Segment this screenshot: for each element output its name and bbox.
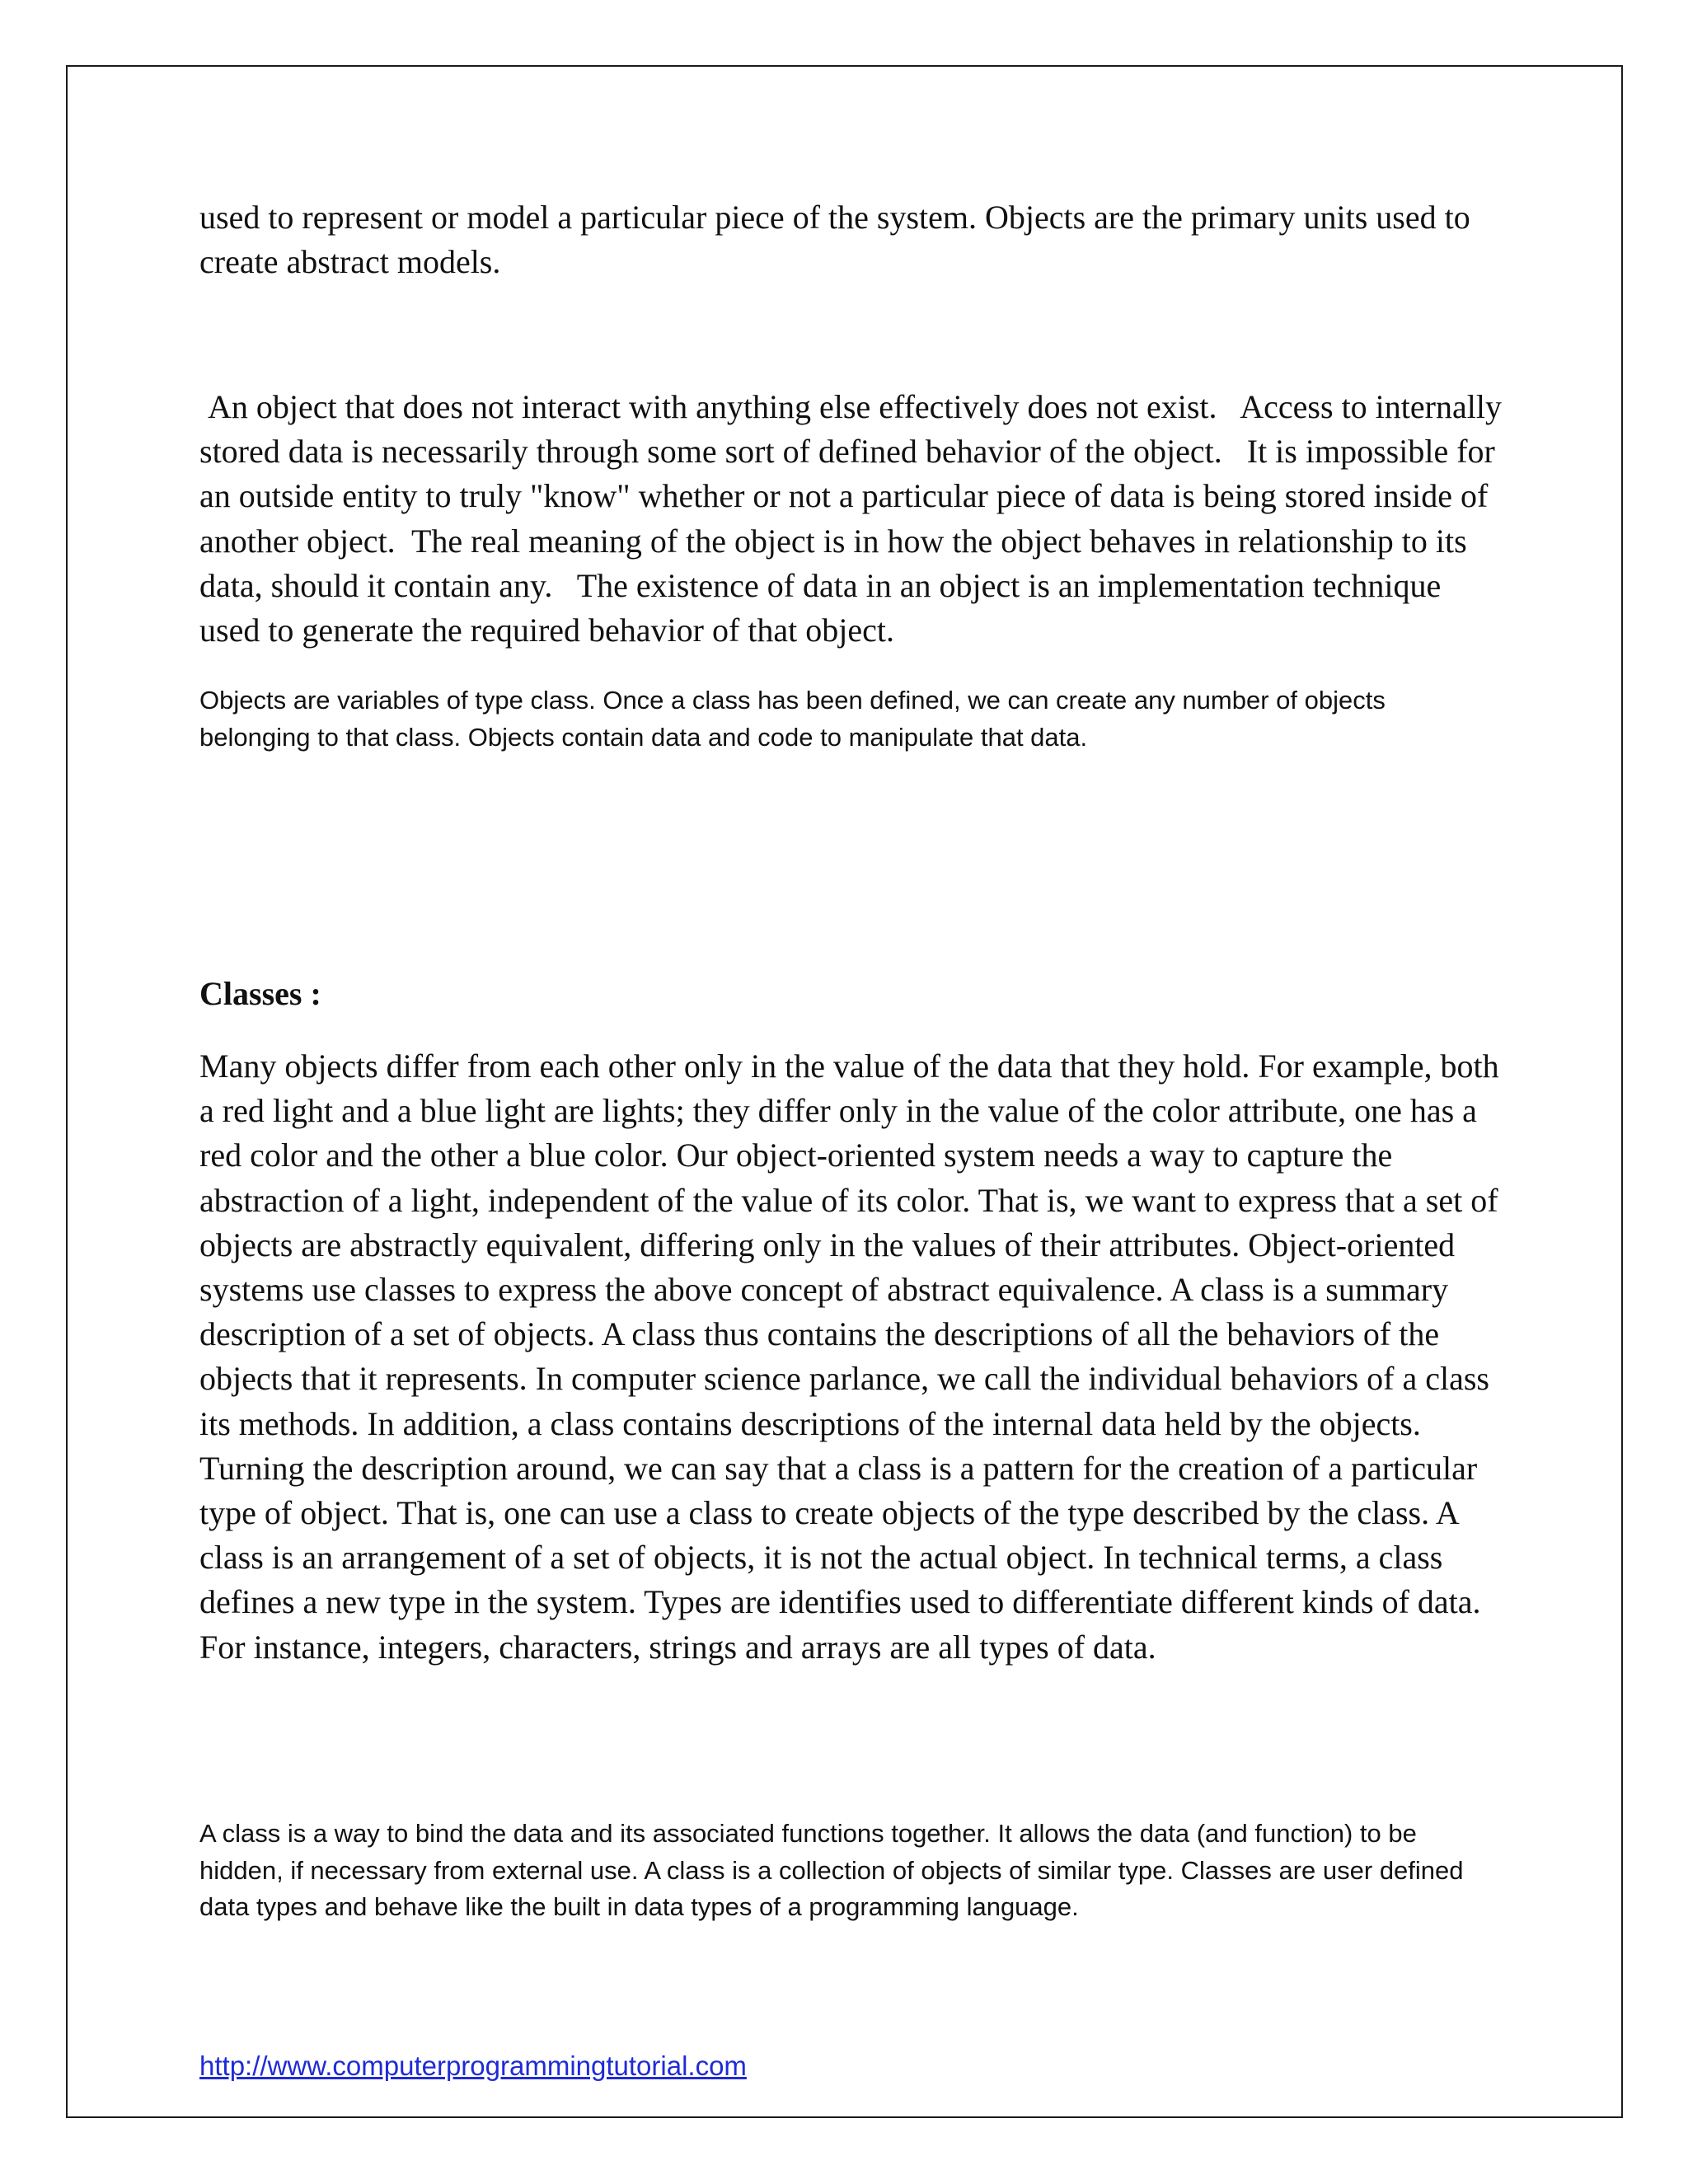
- paragraph-objects-intro: used to represent or model a particular piece of the system. Objects are the primary units used to create abstract models.: [199, 199, 1470, 281]
- paragraph-objects-definition: Objects are variables of type class. Once a class has been defined, we can create any number of objects belonging to that class. Objects contain data and code to manipulate that data.: [199, 686, 1386, 752]
- section-heading-classes: Classes :: [199, 975, 321, 1012]
- footer-website-link[interactable]: http://www.computerprogrammingtutorial.com: [199, 2050, 747, 2081]
- paragraph-classes-definition: A class is a way to bind the data and its associated functions together. It allows the data (and function) to be hidden, if necessary from external use. A class is a collection of objects of similar type. Classes are user defined data types and behave like the built in data types of a programming language.: [199, 1819, 1464, 1921]
- paragraph-classes-description: Many objects differ from each other only in the value of the data that they hold. For example, both a red light and a blue light are lights; they differ only in the value of the color attribute, one has a red color and the other a blue color. Our object-oriented system needs a way to capture the abstraction of a light, independent of the value of its color. That is, we want to express that a set of objects are abstractly equivalent, differing only in the values of their attributes. Object-oriented systems use classes to express the above concept of abstract equivalence. A class is a summary description of a set of objects. A class thus contains the descriptions of all the behaviors of the objects that it represents. In computer science parlance, we call the individual behaviors of a class its methods. In addition, a class contains descriptions of the internal data held by the objects. Turning the description around, we can say that a class is a pattern for the creation of a particular type of object. That is, one can use a class to create objects of the type described by the class. A class is an arrangement of a set of objects, it is not the actual object. In technical terms, a class defines a new type in the system. Types are identifies used to differentiate different kinds of data. For instance, integers, characters, strings and arrays are all types of data.: [199, 1047, 1499, 1666]
- paragraph-object-interaction: An object that does not interact with anything else effectively does not exist. Access to internally stored data is necessarily through some sort of defined behavior of the object. It is impossible for an outside entity to truly "know" whether or not a particular piece of data is being stored inside of another object. The real meaning of the object is in how the object behaves in relationship to its data, should it contain any. The existence of data in an object is an implementation technique used to generate the required behavior of that object.: [199, 388, 1510, 649]
